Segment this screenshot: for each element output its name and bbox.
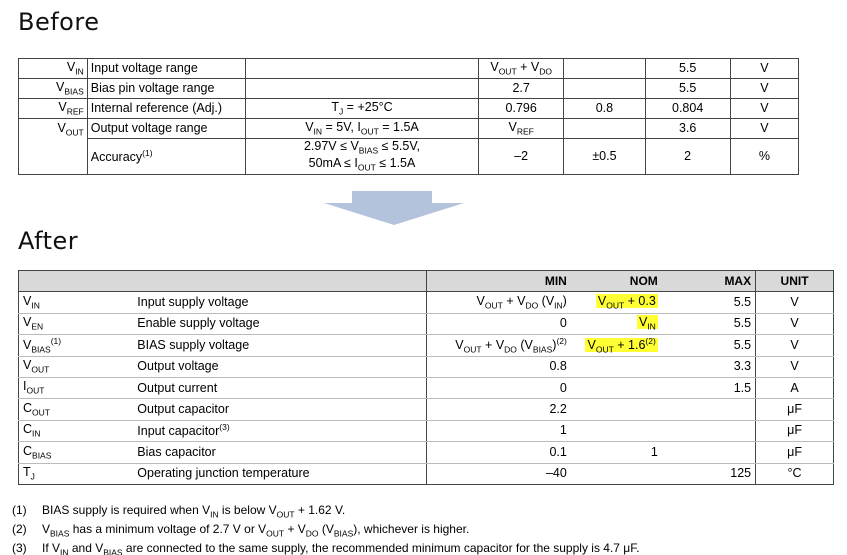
symbol-cell: $V_{BIAS}^{(1)}$	[19, 335, 134, 356]
unit-cell: V	[756, 313, 834, 334]
min-cell: $V_{OUT} + V_{DO}$ $(V_{BIAS})^{(2)}$	[427, 335, 571, 356]
max-cell: 5.5	[662, 292, 756, 313]
nom-cell	[571, 292, 662, 313]
unit-cell: μF	[756, 420, 834, 441]
nom-header: NOM	[571, 271, 662, 292]
typ-cell: ±0.5	[564, 139, 645, 175]
nom-cell	[571, 399, 662, 420]
symbol-cell: $V_{IN}$	[19, 292, 134, 313]
blank-header	[19, 271, 427, 292]
description-cell: Accuracy$^{(1)}$	[87, 139, 245, 175]
nom-cell	[571, 463, 662, 484]
table-row	[19, 463, 834, 484]
condition-cell: $2.97V \le V_{BIAS} \le 5.5V$, $50mA \le I_{OUT} \le 1.5A$	[246, 139, 479, 175]
before-spec-table	[18, 58, 799, 175]
before-heading: Before	[18, 8, 100, 36]
condition-cell	[246, 59, 479, 79]
condition-cell: $T_J = +25^\circ C$	[246, 99, 479, 119]
min-cell: 0.8	[427, 356, 571, 377]
table-row	[19, 313, 834, 334]
symbol-cell: $V_{BIAS}$	[19, 79, 88, 99]
max-cell	[662, 442, 756, 463]
symbol-cell: $I_{OUT}$	[19, 377, 134, 398]
unit-cell: μF	[756, 399, 834, 420]
nom-cell: 1	[571, 442, 662, 463]
min-cell: 0	[427, 377, 571, 398]
unit-cell: V	[756, 292, 834, 313]
unit-cell: μF	[756, 442, 834, 463]
max-cell: 0.804	[645, 99, 730, 119]
table-row	[19, 377, 834, 398]
nom-cell	[571, 313, 662, 334]
table-row	[19, 139, 799, 175]
min-cell: 1	[427, 420, 571, 441]
min-cell: –2	[478, 139, 563, 175]
footnote-3: (3) If $V_{IN}$ and $V_{BIAS}$ are connected to the same supply, the recommended minimum capacitor for the supply is 4.7 μF.	[12, 540, 640, 555]
max-cell: 5.5	[645, 59, 730, 79]
footnotes	[12, 503, 640, 555]
unit-cell: V	[756, 335, 834, 356]
unit-cell: V	[730, 59, 798, 79]
table-row	[19, 79, 799, 99]
min-cell: 0.1	[427, 442, 571, 463]
table-row	[19, 399, 834, 420]
max-cell: 2	[645, 139, 730, 175]
min-cell: –40	[427, 463, 571, 484]
symbol-cell: $C_{IN}$	[19, 420, 134, 441]
description-cell: Input capacitor$^{(3)}$	[133, 420, 427, 441]
description-cell: Output voltage range	[87, 119, 245, 139]
table-row	[19, 99, 799, 119]
description-cell: Bias pin voltage range	[87, 79, 245, 99]
description-cell: Enable supply voltage	[133, 313, 427, 334]
description-cell: Bias capacitor	[133, 442, 427, 463]
table-row	[19, 356, 834, 377]
typ-cell	[564, 119, 645, 139]
min-cell: 0.796	[478, 99, 563, 119]
typ-cell: 0.8	[564, 99, 645, 119]
min-cell: 2.2	[427, 399, 571, 420]
table-row	[19, 59, 799, 79]
unit-cell: V	[730, 79, 798, 99]
symbol-cell: $T_J$	[19, 463, 134, 484]
highlight: $V_{OUT} + 1.6^{(2)}$	[587, 335, 656, 355]
table-row	[19, 119, 799, 139]
typ-cell	[564, 79, 645, 99]
description-cell: Input voltage range	[87, 59, 245, 79]
condition-cell: $V_{IN} = 5V$, $I_{OUT} = 1.5A$	[246, 119, 479, 139]
symbol-cell: $V_{IN}$	[19, 59, 88, 79]
min-cell: $V_{REF}$	[478, 119, 563, 139]
description-cell: BIAS supply voltage	[133, 335, 427, 356]
symbol-cell: $C_{OUT}$	[19, 399, 134, 420]
min-cell: 0	[427, 313, 571, 334]
description-cell: Output voltage	[133, 356, 427, 377]
min-header: MIN	[427, 271, 571, 292]
nom-cell	[571, 335, 662, 356]
table-row	[19, 335, 834, 356]
max-header: MAX	[662, 271, 756, 292]
condition-cell	[246, 79, 479, 99]
description-cell: Operating junction temperature	[133, 463, 427, 484]
nom-cell	[571, 420, 662, 441]
symbol-cell: $V_{EN}$	[19, 313, 134, 334]
highlight: $V_{OUT} + 0.3$	[597, 293, 656, 311]
unit-cell: V	[756, 356, 834, 377]
max-cell: 3.6	[645, 119, 730, 139]
table-row	[19, 442, 834, 463]
max-cell: 5.5	[662, 335, 756, 356]
max-cell: 5.5	[662, 313, 756, 334]
unit-cell: V	[730, 99, 798, 119]
max-cell	[662, 420, 756, 441]
min-cell: $V_{OUT} + V_{DO}$	[478, 59, 563, 79]
table-header-row	[19, 271, 834, 292]
typ-cell	[564, 59, 645, 79]
min-cell: $V_{OUT} + V_{DO}$ $(V_{IN})$	[427, 292, 571, 313]
unit-cell: %	[730, 139, 798, 175]
footnote-1: (1) BIAS supply is required when $V_{IN}$ is below $V_{OUT} + 1.62$ V.	[12, 503, 346, 520]
description-cell: Input supply voltage	[133, 292, 427, 313]
symbol-cell: $V_{OUT}$	[19, 356, 134, 377]
symbol-cell: $V_{OUT}$	[19, 119, 88, 175]
max-cell: 1.5	[662, 377, 756, 398]
max-cell: 3.3	[662, 356, 756, 377]
table-row	[19, 292, 834, 313]
down-arrow-icon	[324, 191, 464, 225]
after-heading: After	[18, 227, 79, 255]
after-spec-table	[18, 270, 834, 485]
description-cell: Output current	[133, 377, 427, 398]
unit-cell: °C	[756, 463, 834, 484]
unit-cell: A	[756, 377, 834, 398]
highlight: $V_{IN}$	[638, 315, 656, 332]
max-cell: 5.5	[645, 79, 730, 99]
nom-cell	[571, 377, 662, 398]
min-cell: 2.7	[478, 79, 563, 99]
description-cell: Internal reference (Adj.)	[87, 99, 245, 119]
description-cell: Output capacitor	[133, 399, 427, 420]
max-cell	[662, 399, 756, 420]
max-cell: 125	[662, 463, 756, 484]
symbol-cell: $C_{BIAS}$	[19, 442, 134, 463]
unit-cell: V	[730, 119, 798, 139]
footnote-2: (2) $V_{BIAS}$ has a minimum voltage of 2.7 V or $V_{OUT} + V_{DO}$ $(V_{BIAS})$, whichever is higher.	[12, 521, 470, 539]
symbol-cell: $V_{REF}$	[19, 99, 88, 119]
unit-header: UNIT	[756, 271, 834, 292]
table-row	[19, 420, 834, 441]
nom-cell	[571, 356, 662, 377]
